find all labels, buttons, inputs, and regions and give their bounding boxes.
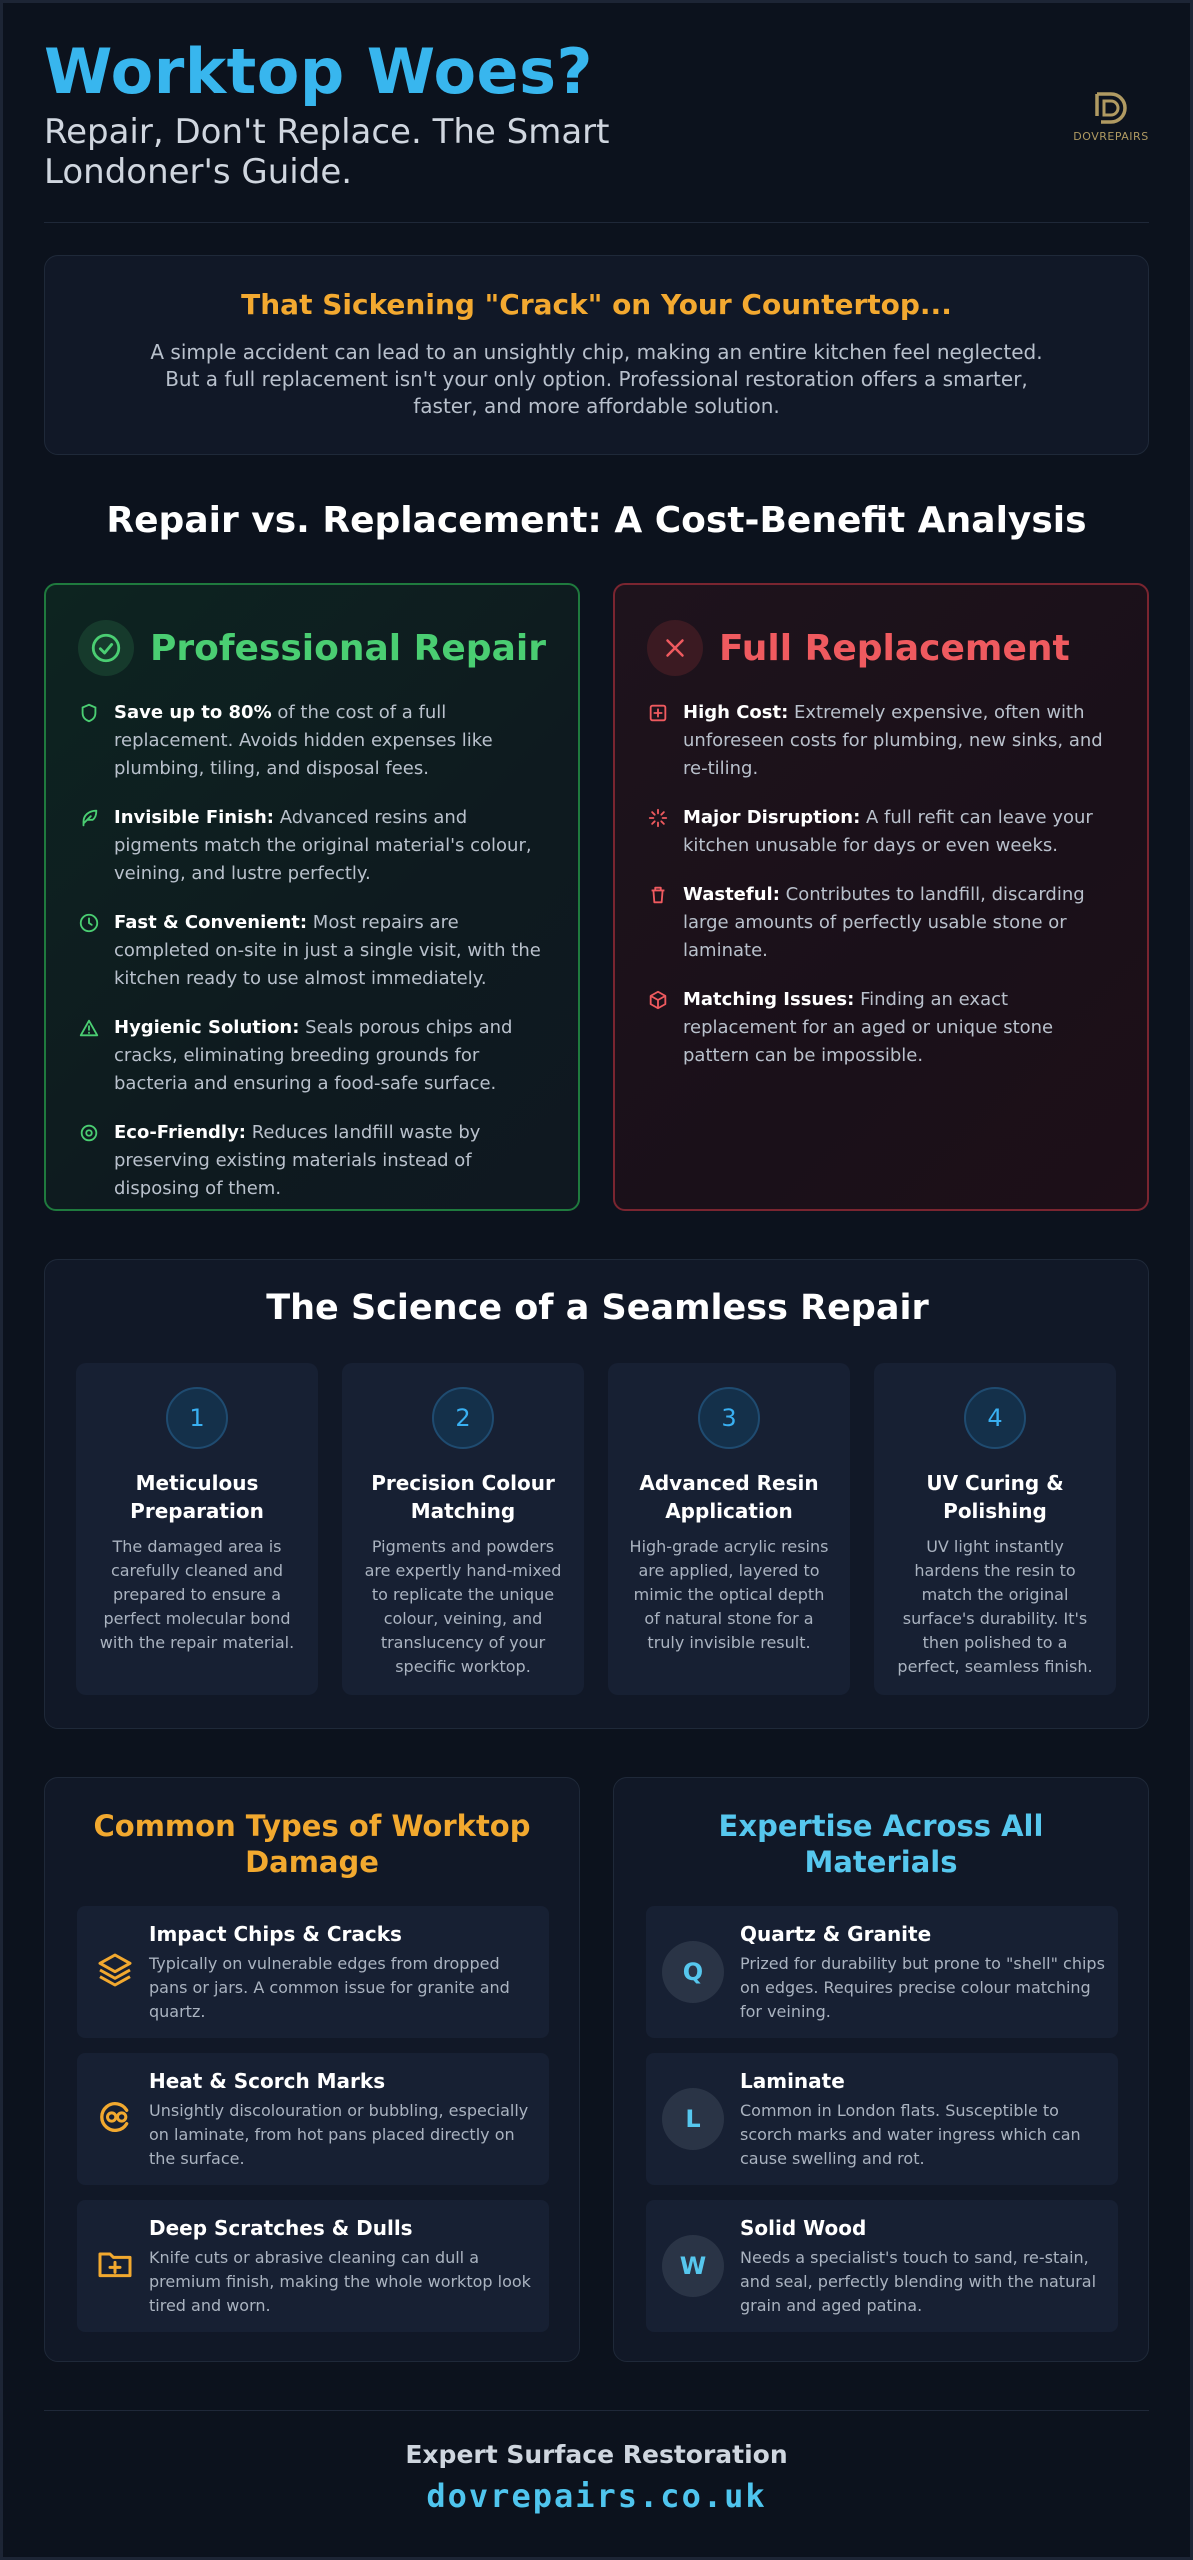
repair-card-header bbox=[78, 619, 546, 677]
close-icon bbox=[647, 620, 703, 676]
damage-item bbox=[77, 1906, 549, 2038]
website-link[interactable]: dovrepairs.co.uk bbox=[426, 2477, 767, 2515]
clock-icon bbox=[78, 912, 100, 934]
damage-types-panel bbox=[44, 1777, 580, 2362]
warning-icon bbox=[78, 1017, 100, 1039]
material-item-title: Quartz & Granite bbox=[740, 1922, 932, 1946]
page-title: Worktop Woes? bbox=[44, 35, 593, 108]
step-number: 1 bbox=[166, 1387, 228, 1449]
damage-item-title: Deep Scratches & Dulls bbox=[149, 2216, 413, 2240]
material-item bbox=[646, 2053, 1118, 2185]
materials-title: Expertise Across All Materials bbox=[718, 1809, 1044, 1879]
replacement-heading: Full Replacement bbox=[719, 627, 1070, 669]
folder-plus-icon bbox=[95, 2244, 135, 2284]
shield-icon bbox=[78, 702, 100, 724]
feather-icon bbox=[78, 807, 100, 829]
replacement-point bbox=[647, 881, 1115, 965]
replacement-point bbox=[647, 986, 1115, 1070]
step-title: Meticulous Preparation bbox=[130, 1471, 264, 1523]
replacement-card-header bbox=[647, 619, 1115, 677]
layers-icon bbox=[95, 1950, 135, 1990]
step-card bbox=[342, 1363, 584, 1695]
heat-icon bbox=[95, 2097, 135, 2137]
material-item bbox=[646, 1906, 1118, 2038]
repair-point-text: Reduces landfill waste by preserving existing materials instead of disposing of them. bbox=[114, 1122, 481, 1199]
replacement-point bbox=[647, 699, 1115, 783]
damage-title: Common Types of Worktop Damage bbox=[93, 1809, 531, 1879]
check-circle-icon bbox=[78, 620, 134, 676]
damage-item-text: Typically on vulnerable edges from dropped pans or jars. A common issue for granite and quartz. bbox=[149, 1954, 510, 2021]
footer-tagline: Expert Surface Restoration bbox=[405, 2440, 788, 2469]
eco-icon bbox=[78, 1122, 100, 1144]
damage-item-text: Knife cuts or abrasive cleaning can dull a premium finish, making the whole worktop look tired and worn. bbox=[149, 2248, 531, 2315]
step-number: 3 bbox=[698, 1387, 760, 1449]
logo-text: DOVREPAIRS bbox=[1073, 130, 1149, 143]
repair-point bbox=[78, 1119, 546, 1203]
material-item-text: Needs a specialist's touch to sand, re-stain, and seal, perfectly blending with the natural grain and aged patina. bbox=[740, 2248, 1097, 2315]
repair-card bbox=[44, 583, 580, 1211]
disruption-icon bbox=[647, 807, 669, 829]
material-item-title: Laminate bbox=[740, 2069, 845, 2093]
material-item-text: Common in London flats. Susceptible to scorch marks and water ingress which can cause swelling and rot. bbox=[740, 2101, 1081, 2168]
header-divider bbox=[44, 222, 1149, 223]
replacement-point-text: Contributes to landfill, discarding large amounts of perfectly usable stone or laminate. bbox=[683, 884, 1085, 961]
materials-panel bbox=[613, 1777, 1149, 2362]
damage-item-title: Impact Chips & Cracks bbox=[149, 1922, 402, 1946]
damage-item-text: Unsightly discolouration or bubbling, especially on laminate, from hot pans placed directly on the surface. bbox=[149, 2101, 529, 2168]
step-number: 4 bbox=[964, 1387, 1026, 1449]
replacement-point-bold: Matching Issues: bbox=[683, 989, 855, 1010]
material-badge: W bbox=[662, 2235, 724, 2297]
intro-card bbox=[44, 255, 1149, 455]
step-text: UV light instantly hardens the resin to match the original surface's durability. It's then polished to a perfect, seamless finish. bbox=[897, 1537, 1093, 1676]
step-title: Advanced Resin Application bbox=[639, 1471, 819, 1523]
step-text: Pigments and powders are expertly hand-mixed to replicate the unique colour, veining, and translucency of your specific worktop. bbox=[364, 1537, 562, 1676]
replacement-point-bold: Major Disruption: bbox=[683, 807, 861, 828]
footer bbox=[44, 2440, 1149, 2515]
repair-point bbox=[78, 1014, 546, 1098]
footer-divider bbox=[44, 2410, 1149, 2411]
replacement-point-bold: High Cost: bbox=[683, 702, 789, 723]
repair-point-bold: Save up to 80% bbox=[114, 702, 272, 723]
repair-point bbox=[78, 699, 546, 783]
replacement-point-bold: Wasteful: bbox=[683, 884, 780, 905]
page-subtitle: Repair, Don't Replace. The Smart Londoner's Guide. bbox=[44, 112, 610, 192]
header bbox=[44, 35, 1149, 192]
repair-point-text: Seals porous chips and cracks, eliminating breeding grounds for bacteria and ensuring a food-safe surface. bbox=[114, 1017, 513, 1094]
damage-item bbox=[77, 2053, 549, 2185]
material-badge: Q bbox=[662, 1941, 724, 2003]
brand-logo[interactable] bbox=[1073, 88, 1149, 143]
cost-icon bbox=[647, 702, 669, 724]
damage-item bbox=[77, 2200, 549, 2332]
trash-icon bbox=[647, 884, 669, 906]
repair-point-text: Most repairs are completed on-site in just a single visit, with the kitchen ready to use almost immediately. bbox=[114, 912, 541, 989]
replacement-point-text: Finding an exact replacement for an aged or unique stone pattern can be impossible. bbox=[683, 989, 1054, 1066]
material-item bbox=[646, 2200, 1118, 2332]
science-section bbox=[44, 1259, 1149, 1729]
science-title: The Science of a Seamless Repair bbox=[266, 1288, 929, 1328]
repair-point bbox=[78, 804, 546, 888]
intro-body: A simple accident can lead to an unsightly chip, making an entire kitchen feel neglected. But a full replacement isn't your only option. Professional restoration offers a smarter, faster, and more affordable solution. bbox=[150, 340, 1043, 418]
repair-point-bold: Eco-Friendly: bbox=[114, 1122, 247, 1143]
step-card bbox=[874, 1363, 1116, 1695]
step-text: The damaged area is carefully cleaned and prepared to ensure a perfect molecular bond with the repair material. bbox=[99, 1537, 295, 1652]
material-item-text: Prized for durability but prone to "shell" chips on edges. Requires precise colour matching for veining. bbox=[740, 1954, 1105, 2021]
material-item-title: Solid Wood bbox=[740, 2216, 867, 2240]
step-title: Precision Colour Matching bbox=[371, 1471, 555, 1523]
repair-point-bold: Fast & Convenient: bbox=[114, 912, 308, 933]
repair-point-text: of the cost of a full replacement. Avoids hidden expenses like plumbing, tiling, and disposal fees. bbox=[114, 702, 493, 779]
logo-icon bbox=[1089, 88, 1133, 128]
replacement-point-text: Extremely expensive, often with unforeseen costs for plumbing, new sinks, and re-tiling. bbox=[683, 702, 1103, 779]
repair-point-text: Advanced resins and pigments match the original material's colour, veining, and lustre perfectly. bbox=[114, 807, 532, 884]
replacement-point-text: A full refit can leave your kitchen unusable for days or even weeks. bbox=[683, 807, 1093, 856]
step-card bbox=[608, 1363, 850, 1695]
material-badge: L bbox=[662, 2088, 724, 2150]
step-title: UV Curing & Polishing bbox=[926, 1471, 1064, 1523]
repair-heading: Professional Repair bbox=[150, 627, 546, 669]
repair-point-bold: Hygienic Solution: bbox=[114, 1017, 300, 1038]
comparison-title: Repair vs. Replacement: A Cost-Benefit Analysis bbox=[106, 500, 1087, 541]
step-text: High-grade acrylic resins are applied, layered to mimic the optical depth of natural stone for a truly invisible result. bbox=[629, 1537, 829, 1652]
replacement-point bbox=[647, 804, 1115, 860]
repair-point-bold: Invisible Finish: bbox=[114, 807, 275, 828]
step-card bbox=[76, 1363, 318, 1695]
replacement-card bbox=[613, 583, 1149, 1211]
repair-point bbox=[78, 909, 546, 993]
damage-item-title: Heat & Scorch Marks bbox=[149, 2069, 386, 2093]
intro-heading: That Sickening "Crack" on Your Countertop... bbox=[241, 288, 952, 321]
box-icon bbox=[647, 989, 669, 1011]
step-number: 2 bbox=[432, 1387, 494, 1449]
